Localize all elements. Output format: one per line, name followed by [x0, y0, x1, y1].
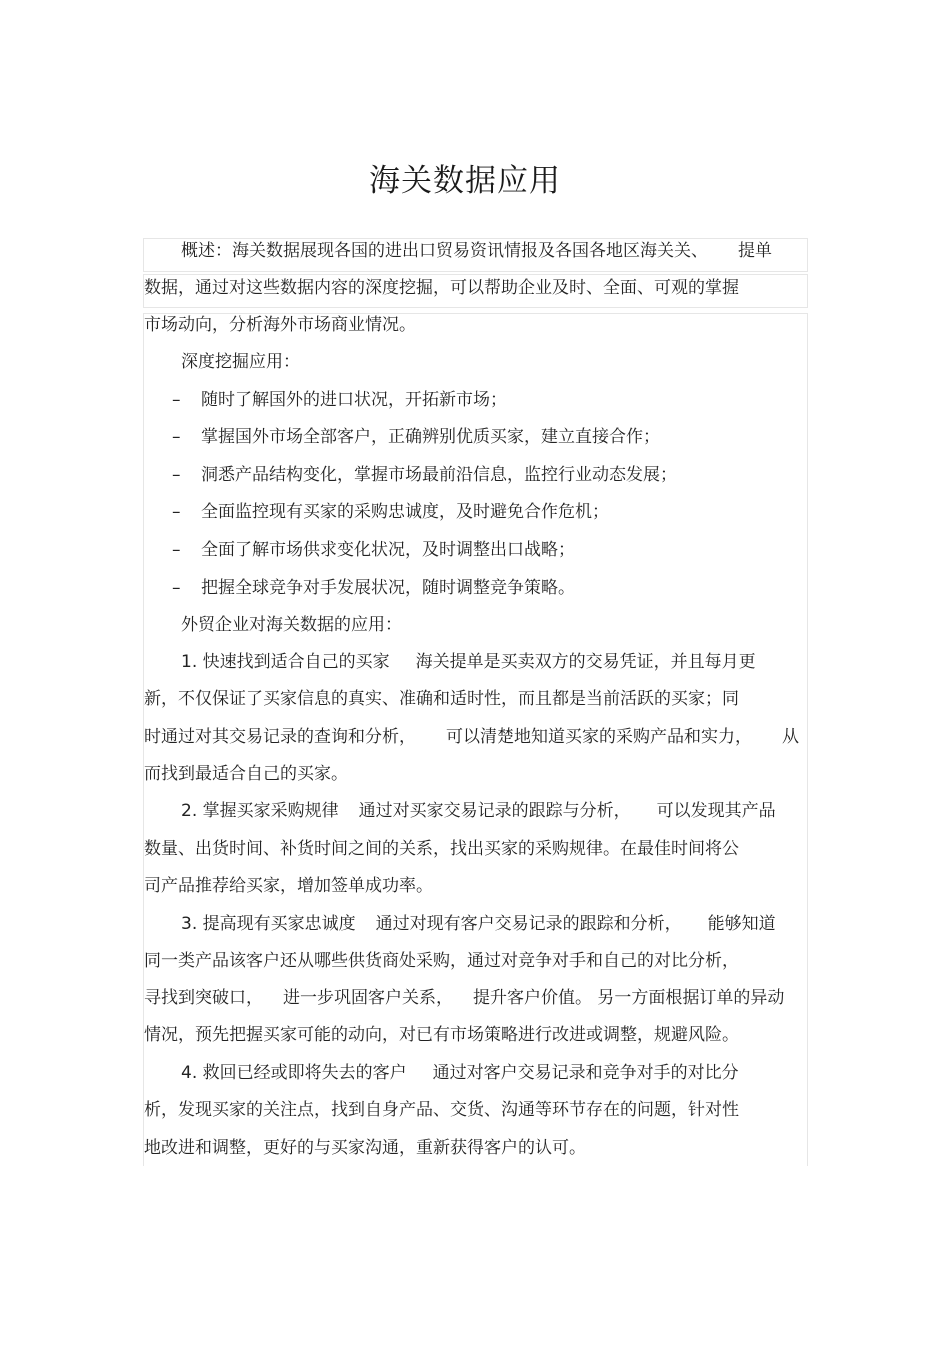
section-2-heading: 2. 掌握买家采购规律 [181, 801, 339, 821]
section-3-text-b: 能够知道 [707, 914, 776, 934]
section-4-line-2: 析，发现买家的关注点，找到自身产品、交货、沟通等环节存在的问题，针对性 [144, 1100, 739, 1120]
list-item-dash: – [172, 502, 181, 522]
section-1-text-a: 时通过对其交易记录的查询和分析， [144, 727, 416, 747]
section-2-text-a: 通过对买家交易记录的跟踪与分析， [358, 801, 631, 821]
list-item: 全面了解市场供求变化状况，及时调整出口战略； [201, 540, 575, 560]
section-3-line-3 [144, 986, 784, 1010]
section-4-line-1 [181, 1061, 739, 1085]
list-item: 全面监控现有买家的采购忠诚度，及时避免合作危机； [201, 502, 609, 522]
section-3-line-1 [181, 912, 776, 936]
section-4-line-3: 地改进和调整，更好的与买家沟通，重新获得客户的认可。 [144, 1138, 586, 1158]
section-1-heading: 1. 快速找到适合自己的买家 [181, 652, 390, 672]
section-3-text-e: 提升客户价值。 另一方面根据订单的异动 [473, 988, 785, 1008]
overview-line-3: 市场动向，分析海外市场商业情况。 [144, 315, 416, 335]
list-item-dash: – [172, 390, 181, 410]
section-1-line-1 [181, 650, 756, 674]
section-3-text-a: 通过对现有客户交易记录的跟踪和分析， [375, 914, 682, 934]
section-1-line-2: 新，不仅保证了买家信息的真实、准确和适时性，而且都是当前活跃的买家；同 [144, 689, 739, 709]
section-2-line-3: 司产品推荐给买家，增加签单成功率。 [144, 876, 433, 896]
list-item: 洞悉产品结构变化，掌握市场最前沿信息，监控行业动态发展； [201, 465, 677, 485]
deep-mining-heading: 深度挖掘应用： [181, 352, 300, 372]
list-item: 掌握国外市场全部客户，正确辨别优质买家，建立直接合作； [201, 427, 660, 447]
overview-line-2: 数据，通过对这些数据内容的深度挖掘，可以帮助企业及时、全面、可观的掌握 [144, 278, 739, 298]
list-item: 随时了解国外的进口状况，开拓新市场； [201, 390, 507, 410]
section-4-text: 通过对客户交易记录和竞争对手的对比分 [432, 1063, 739, 1083]
page-title: 海关数据应用 [369, 163, 561, 199]
section-1-line-4: 而找到最适合自己的买家。 [144, 764, 348, 784]
section-3-line-2: 同一类产品该客户还从哪些供货商处采购，通过对竞争对手和自己的对比分析， [144, 951, 739, 971]
list-item-dash: – [172, 578, 181, 598]
section-3-text-d: 进一步巩固客户关系， [283, 988, 453, 1008]
section-2-text-b: 可以发现其产品 [656, 801, 776, 821]
section-2-line-2: 数量、出货时间、补货时间之间的关系，找出买家的采购规律。在最佳时间将公 [144, 839, 739, 859]
section-1-line-3 [144, 725, 799, 749]
overview-text: 概述：海关数据展现各国的进出口贸易资讯情报及各国各地区海关关、 [181, 241, 708, 261]
overview-line-1 [181, 239, 772, 263]
applications-heading: 外贸企业对海关数据的应用： [181, 615, 402, 635]
section-3-heading: 3. 提高现有买家忠诚度 [181, 914, 356, 934]
section-1-text: 海关提单是买卖双方的交易凭证，并且每月更 [415, 652, 756, 672]
section-3-line-4: 情况，预先把握买家可能的动向，对已有市场策略进行改进或调整，规避风险。 [144, 1025, 739, 1045]
list-item-dash: – [172, 427, 181, 447]
section-1-text-c: 从 [782, 727, 799, 747]
section-1-text-b: 可以清楚地知道买家的采购产品和实力， [446, 727, 752, 747]
list-item-dash: – [172, 465, 181, 485]
section-3-text-c: 寻找到突破口， [144, 988, 263, 1008]
list-item: 把握全球竞争对手发展状况，随时调整竞争策略。 [201, 578, 575, 598]
overview-text-end: 提单 [738, 241, 772, 261]
section-2-line-1 [181, 799, 776, 823]
list-item-dash: – [172, 540, 181, 560]
section-4-heading: 4. 救回已经或即将失去的客户 [181, 1063, 407, 1083]
